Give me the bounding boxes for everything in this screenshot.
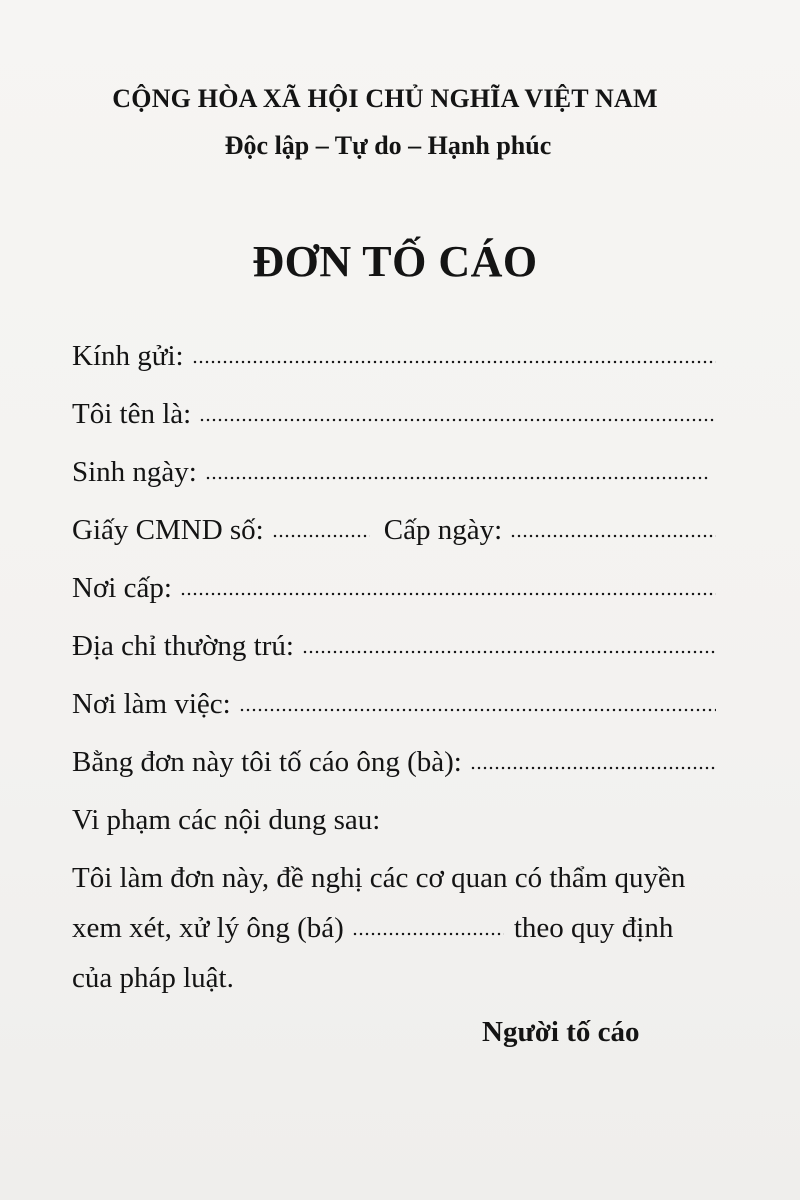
accused-blank[interactable] (470, 766, 716, 770)
accused-name-blank[interactable] (352, 932, 504, 936)
issue-place-blank[interactable] (180, 592, 716, 596)
accused-field[interactable] (72, 746, 716, 779)
issue-place-field[interactable] (72, 572, 716, 605)
request-line-1: Tôi làm đơn này, đề nghị các cơ quan có thẩm quyền (72, 862, 686, 894)
workplace-field[interactable] (72, 688, 716, 721)
request-line-3: của pháp luật. (72, 962, 234, 994)
national-motto: Độc lập – Tự do – Hạnh phúc (224, 131, 552, 160)
request-line-2-end: theo quy định (513, 912, 674, 944)
request-line-2-start: xem xét, xử lý ông (bá) (72, 912, 344, 944)
issue-place-label: Nơi cấp: (72, 572, 172, 604)
national-header: CỘNG HÒA XÃ HỘI CHỦ NGHĨA VIỆT NAM (112, 84, 658, 113)
name-field[interactable] (72, 398, 716, 431)
recipient-blank[interactable] (192, 360, 716, 364)
workplace-label: Nơi làm việc: (72, 688, 231, 720)
signer-label: Người tố cáo (482, 1016, 640, 1048)
document-title: ĐƠN TỐ CÁO (252, 237, 538, 286)
name-blank[interactable] (199, 418, 716, 422)
id-number-blank[interactable] (272, 534, 370, 538)
address-blank[interactable] (302, 650, 716, 654)
issue-date-blank[interactable] (510, 534, 716, 538)
id-card-field[interactable] (72, 514, 716, 547)
birth-date-label: Sinh ngày: (72, 456, 197, 488)
accused-label: Bằng đơn này tôi tố cáo ông (bà): (72, 746, 462, 778)
recipient-label: Kính gửi: (72, 340, 184, 372)
address-field[interactable] (72, 630, 716, 663)
request-line-2 (72, 912, 673, 945)
id-number-label: Giấy CMND số: (72, 514, 264, 546)
workplace-blank[interactable] (239, 708, 716, 712)
birth-date-field[interactable] (72, 456, 708, 489)
birth-date-blank[interactable] (205, 476, 708, 480)
violations-heading: Vi phạm các nội dung sau: (72, 804, 381, 836)
name-label: Tôi tên là: (72, 398, 192, 430)
recipient-field[interactable] (72, 340, 716, 373)
address-label: Địa chỉ thường trú: (72, 630, 294, 662)
issue-date-label: Cấp ngày: (383, 514, 503, 546)
